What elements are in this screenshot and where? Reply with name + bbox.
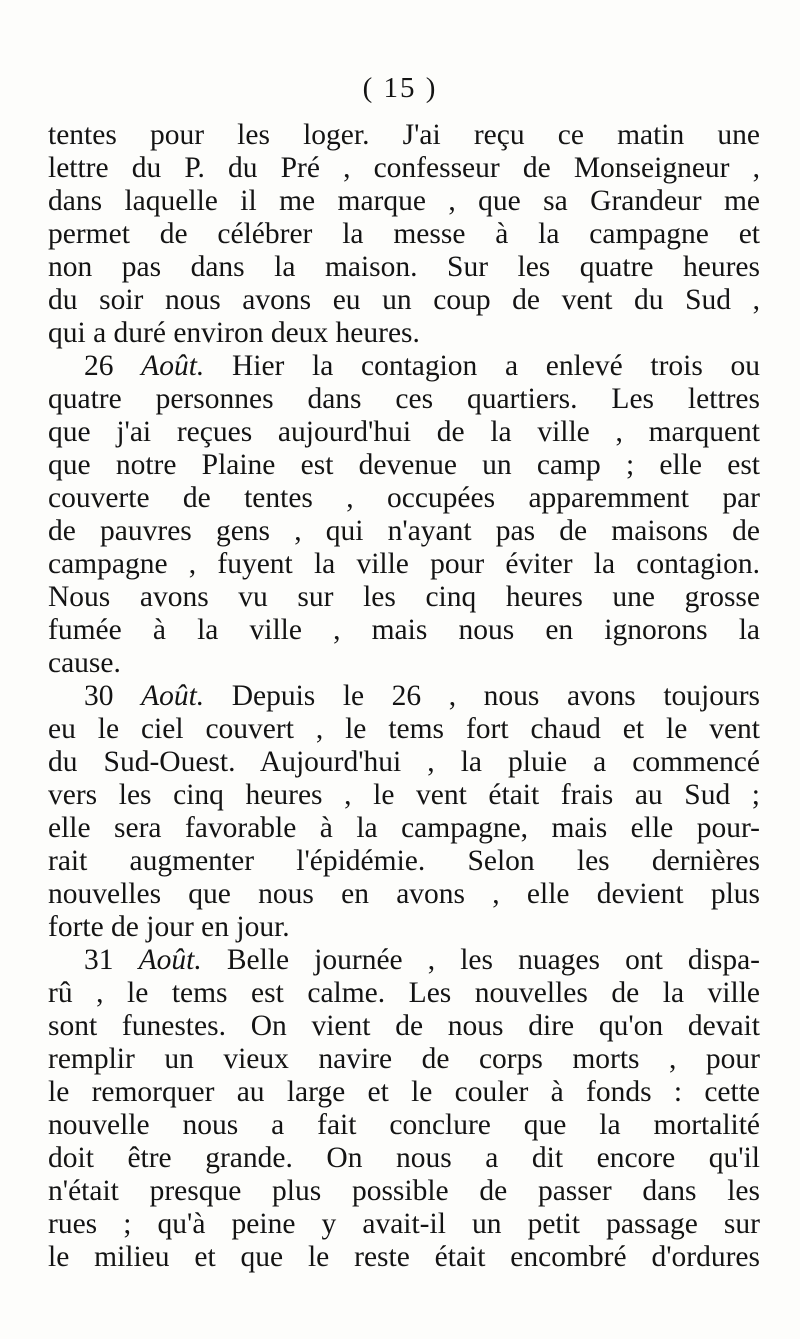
text-line-22: elle sera favorable à la campagne, mais elle pour- xyxy=(48,812,760,844)
entry-31-aout: 31 Août. Belle journée , les nuages ont dispa- xyxy=(84,944,760,976)
entry-month: Août. xyxy=(141,680,205,712)
entry-day: 30 xyxy=(84,680,114,712)
entry-month: Août. xyxy=(141,350,205,382)
page-number: ( 15 ) xyxy=(362,72,438,104)
entry-26-aout: 26 Août. Hier la contagion a enlevé trois ou xyxy=(84,350,760,382)
text-line-28: sont funestes. On vient de nous dire qu'on devait xyxy=(48,1010,760,1042)
text-line-6: du soir nous avons eu un coup de vent du Sud , xyxy=(48,284,760,316)
text-line-15: Nous avons vu sur les cinq heures une grosse xyxy=(48,581,760,613)
text-line-30: le remorquer au large et le couler à fonds : cette xyxy=(48,1076,760,1108)
text-line-4: permet de célébrer la messe à la campagne et xyxy=(48,218,760,250)
text-line-20: du Sud-Ouest. Aujourd'hui , la pluie a commencé xyxy=(48,746,760,778)
text-line-16: fumée à la ville , mais nous en ignorons la xyxy=(48,614,760,646)
text-line-10: que j'ai reçues aujourd'hui de la ville , marquent xyxy=(48,416,760,448)
text-line-11: que notre Plaine est devenue un camp ; elle est xyxy=(48,449,760,481)
text-line-2: lettre du P. du Pré , confesseur de Monseigneur , xyxy=(48,152,760,184)
text-line-23: rait augmenter l'épidémie. Selon les dernières xyxy=(48,845,760,877)
text-line-35: le milieu et que le reste était encombré d'ordures xyxy=(48,1241,760,1273)
text-line-9: quatre personnes dans ces quartiers. Les lettres xyxy=(48,383,760,415)
text-line-3: dans laquelle il me marque , que sa Grandeur me xyxy=(48,185,760,217)
text-line-14: campagne , fuyent la ville pour éviter la contagion. xyxy=(48,548,760,580)
text-line-24: nouvelles que nous en avons , elle devient plus xyxy=(48,878,760,910)
text-line-1: tentes pour les loger. J'ai reçu ce matin une xyxy=(48,119,760,151)
text-line-19: eu le ciel couvert , le tems fort chaud et le vent xyxy=(48,713,760,745)
text-line-33: n'était presque plus possible de passer dans les xyxy=(48,1175,760,1207)
entry-30-aout: 30 Août. Depuis le 26 , nous avons toujours xyxy=(84,680,761,712)
text-line-34: rues ; qu'à peine y avait-il un petit passage sur xyxy=(48,1208,760,1240)
text-line-13: de pauvres gens , qui n'ayant pas de maisons de xyxy=(48,515,760,547)
text-line-12: couverte de tentes , occupées apparemment par xyxy=(48,482,760,514)
text-line-27: rû , le tems est calme. Les nouvelles de la ville xyxy=(48,977,760,1009)
text-line-25: forte de jour en jour. xyxy=(48,911,290,943)
text-line-21: vers les cinq heures , le vent était frais au Sud ; xyxy=(48,779,760,811)
entry-month: Août. xyxy=(138,944,202,976)
entry-day: 31 xyxy=(84,944,114,976)
text-line-5: non pas dans la maison. Sur les quatre heures xyxy=(48,251,760,283)
text-line-7: qui a duré environ deux heures. xyxy=(48,317,420,349)
text-line-29: remplir un vieux navire de corps morts , pour xyxy=(48,1043,760,1075)
text-line-17: cause. xyxy=(48,647,121,679)
text-line-31: nouvelle nous a fait conclure que la mortalité xyxy=(48,1109,760,1141)
entry-day: 26 xyxy=(84,350,114,382)
text-line-32: doit être grande. On nous a dit encore qu'il xyxy=(48,1142,760,1174)
